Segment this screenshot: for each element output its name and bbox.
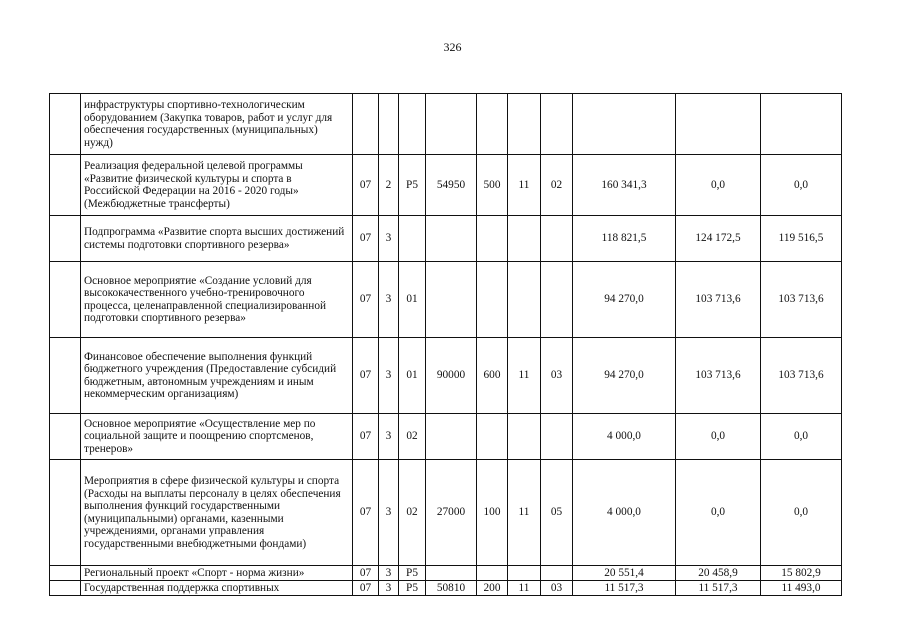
row-napravlenie-cell bbox=[426, 566, 477, 581]
row-vid-cell: 600 bbox=[477, 338, 508, 414]
row-v1-cell: 11 517,3 bbox=[573, 581, 676, 596]
row-name-cell: Региональный проект «Спорт - норма жизни» bbox=[81, 566, 353, 581]
row-v1-cell: 94 270,0 bbox=[573, 338, 676, 414]
row-v3-cell: 119 516,5 bbox=[761, 216, 842, 262]
row-razdel-cell: 07 bbox=[353, 216, 379, 262]
row-kosgu2-cell bbox=[541, 566, 573, 581]
row-v3-cell: 0,0 bbox=[761, 155, 842, 216]
row-kosgu2-cell bbox=[541, 216, 573, 262]
row-v2-cell: 0,0 bbox=[676, 155, 761, 216]
row-vid-cell bbox=[477, 94, 508, 155]
row-vid-cell: 200 bbox=[477, 581, 508, 596]
row-vid-cell bbox=[477, 262, 508, 338]
row-v2-cell: 124 172,5 bbox=[676, 216, 761, 262]
row-v3-cell: 0,0 bbox=[761, 460, 842, 566]
row-program-cell: 01 bbox=[399, 338, 426, 414]
row-vid-cell: 100 bbox=[477, 460, 508, 566]
row-number-cell bbox=[50, 338, 81, 414]
row-v3-cell: 11 493,0 bbox=[761, 581, 842, 596]
row-name-cell: Финансовое обеспечение выполнения функций бюджетного учреждения (Предоставление субсидий бюджетным, автономным учреждениям и иным некоммерческим организациям) bbox=[81, 338, 353, 414]
row-razdel-cell: 07 bbox=[353, 566, 379, 581]
row-razdel-cell: 07 bbox=[353, 262, 379, 338]
row-number-cell bbox=[50, 216, 81, 262]
row-v3-cell: 103 713,6 bbox=[761, 262, 842, 338]
row-napravlenie-cell bbox=[426, 216, 477, 262]
row-vid-cell: 500 bbox=[477, 155, 508, 216]
row-number-cell bbox=[50, 460, 81, 566]
row-number-cell bbox=[50, 155, 81, 216]
row-program-cell: P5 bbox=[399, 566, 426, 581]
row-podrazdel-cell: 3 bbox=[379, 216, 399, 262]
row-kosgu1-cell bbox=[508, 414, 541, 460]
row-razdel-cell: 07 bbox=[353, 338, 379, 414]
row-kosgu2-cell: 02 bbox=[541, 155, 573, 216]
row-v1-cell bbox=[573, 94, 676, 155]
row-podrazdel-cell: 3 bbox=[379, 460, 399, 566]
row-razdel-cell: 07 bbox=[353, 581, 379, 596]
budget-table bbox=[49, 93, 842, 596]
row-razdel-cell: 07 bbox=[353, 414, 379, 460]
row-program-cell: P5 bbox=[399, 581, 426, 596]
table-row bbox=[50, 262, 842, 338]
row-podrazdel-cell: 3 bbox=[379, 566, 399, 581]
table-row bbox=[50, 566, 842, 581]
row-v2-cell: 0,0 bbox=[676, 414, 761, 460]
row-program-cell: 01 bbox=[399, 262, 426, 338]
row-kosgu2-cell bbox=[541, 262, 573, 338]
row-v1-cell: 20 551,4 bbox=[573, 566, 676, 581]
row-v1-cell: 160 341,3 bbox=[573, 155, 676, 216]
row-kosgu2-cell: 05 bbox=[541, 460, 573, 566]
row-name-cell: инфраструктуры спортивно-технологическим оборудованием (Закупка товаров, работ и услуг для обеспечения государственных (муниципальных) нужд) bbox=[81, 94, 353, 155]
row-name-cell: Основное мероприятие «Осуществление мер по социальной защите и поощрению спортсменов, тренеров» bbox=[81, 414, 353, 460]
row-podrazdel-cell: 3 bbox=[379, 581, 399, 596]
table-row bbox=[50, 155, 842, 216]
row-napravlenie-cell bbox=[426, 94, 477, 155]
row-kosgu1-cell: 11 bbox=[508, 155, 541, 216]
row-podrazdel-cell: 3 bbox=[379, 262, 399, 338]
row-v1-cell: 94 270,0 bbox=[573, 262, 676, 338]
row-kosgu2-cell bbox=[541, 94, 573, 155]
table-row bbox=[50, 414, 842, 460]
row-number-cell bbox=[50, 414, 81, 460]
row-v3-cell: 0,0 bbox=[761, 414, 842, 460]
table-row bbox=[50, 581, 842, 596]
row-name-cell: Реализация федеральной целевой программы «Развитие физической культуры и спорта в Российской Федерации на 2016 - 2020 годы» (Межбюджетные трансферты) bbox=[81, 155, 353, 216]
table-row bbox=[50, 94, 842, 155]
row-number-cell bbox=[50, 581, 81, 596]
row-name-cell: Основное мероприятие «Создание условий для высококачественного учебно-тренировочного процесса, целенаправленной специализированной подготовки спортивного резерва» bbox=[81, 262, 353, 338]
row-v3-cell: 103 713,6 bbox=[761, 338, 842, 414]
row-podrazdel-cell bbox=[379, 94, 399, 155]
row-napravlenie-cell bbox=[426, 262, 477, 338]
row-kosgu1-cell: 11 bbox=[508, 338, 541, 414]
row-v1-cell: 4 000,0 bbox=[573, 460, 676, 566]
row-napravlenie-cell: 27000 bbox=[426, 460, 477, 566]
row-razdel-cell: 07 bbox=[353, 155, 379, 216]
row-v1-cell: 4 000,0 bbox=[573, 414, 676, 460]
row-vid-cell bbox=[477, 216, 508, 262]
row-razdel-cell bbox=[353, 94, 379, 155]
row-kosgu1-cell bbox=[508, 262, 541, 338]
row-v1-cell: 118 821,5 bbox=[573, 216, 676, 262]
row-podrazdel-cell: 3 bbox=[379, 338, 399, 414]
row-number-cell bbox=[50, 94, 81, 155]
row-kosgu1-cell bbox=[508, 566, 541, 581]
row-napravlenie-cell bbox=[426, 414, 477, 460]
row-v2-cell: 0,0 bbox=[676, 460, 761, 566]
row-v3-cell bbox=[761, 94, 842, 155]
row-kosgu2-cell: 03 bbox=[541, 581, 573, 596]
row-v3-cell: 15 802,9 bbox=[761, 566, 842, 581]
row-kosgu1-cell: 11 bbox=[508, 581, 541, 596]
row-kosgu1-cell bbox=[508, 94, 541, 155]
row-kosgu1-cell bbox=[508, 216, 541, 262]
row-number-cell bbox=[50, 262, 81, 338]
row-napravlenie-cell: 54950 bbox=[426, 155, 477, 216]
row-name-cell: Мероприятия в сфере физической культуры и спорта (Расходы на выплаты персоналу в целях обеспечения выполнения функций государственными (муниципальными) органами, казенными учреждениями, органами управления государственными внебюджетными фондами) bbox=[81, 460, 353, 566]
row-program-cell bbox=[399, 94, 426, 155]
row-kosgu2-cell: 03 bbox=[541, 338, 573, 414]
row-number-cell bbox=[50, 566, 81, 581]
row-name-cell: Подпрограмма «Развитие спорта высших достижений системы подготовки спортивного резерва» bbox=[81, 216, 353, 262]
row-vid-cell bbox=[477, 414, 508, 460]
row-kosgu1-cell: 11 bbox=[508, 460, 541, 566]
table-row bbox=[50, 460, 842, 566]
row-v2-cell: 11 517,3 bbox=[676, 581, 761, 596]
row-v2-cell: 103 713,6 bbox=[676, 338, 761, 414]
row-program-cell: 02 bbox=[399, 460, 426, 566]
row-napravlenie-cell: 50810 bbox=[426, 581, 477, 596]
row-podrazdel-cell: 2 bbox=[379, 155, 399, 216]
row-kosgu2-cell bbox=[541, 414, 573, 460]
row-vid-cell bbox=[477, 566, 508, 581]
table-row bbox=[50, 216, 842, 262]
row-v2-cell bbox=[676, 94, 761, 155]
table-row bbox=[50, 338, 842, 414]
row-podrazdel-cell: 3 bbox=[379, 414, 399, 460]
row-razdel-cell: 07 bbox=[353, 460, 379, 566]
row-v2-cell: 103 713,6 bbox=[676, 262, 761, 338]
row-v2-cell: 20 458,9 bbox=[676, 566, 761, 581]
row-program-cell: P5 bbox=[399, 155, 426, 216]
page-number: 326 bbox=[443, 40, 462, 54]
row-program-cell: 02 bbox=[399, 414, 426, 460]
row-name-cell: Государственная поддержка спортивных bbox=[81, 581, 353, 596]
row-program-cell bbox=[399, 216, 426, 262]
row-napravlenie-cell: 90000 bbox=[426, 338, 477, 414]
